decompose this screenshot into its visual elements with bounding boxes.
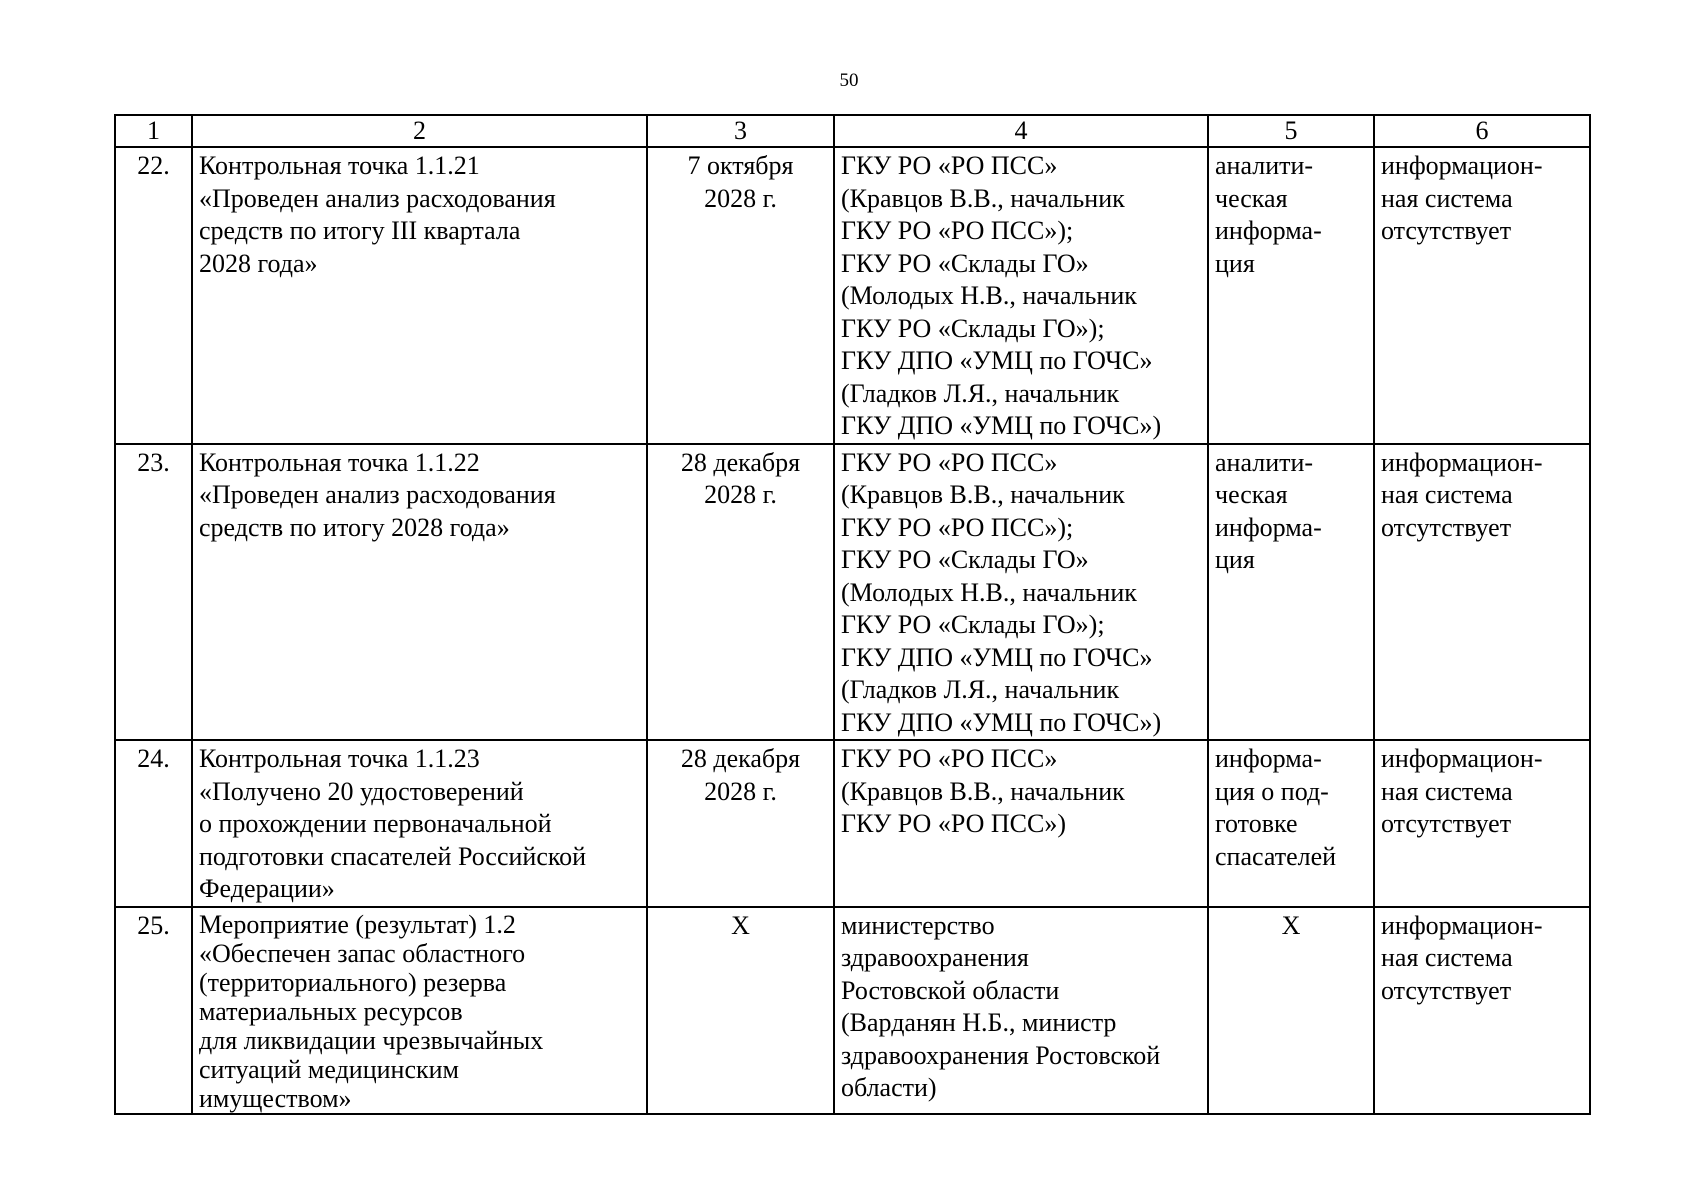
info-system-cell — [1374, 147, 1590, 444]
responsible-line: ГКУ РО «РО ПСС») — [841, 809, 1066, 838]
responsible-line: (Гладков Л.Я., начальник — [841, 378, 1120, 408]
info-system-line: информацион- — [1381, 744, 1543, 773]
document-type-line: ческая — [1215, 183, 1288, 213]
responsible-line: ГКУ РО «Склады ГО»); — [841, 313, 1105, 343]
document-type-cell — [1208, 147, 1374, 444]
item-name-line: для ликвидации чрезвычайных — [199, 1025, 544, 1055]
info-system-line: отсутствует — [1381, 975, 1512, 1005]
responsible-line: ГКУ ДПО «УМЦ по ГОЧС» — [841, 346, 1153, 375]
item-name-line: Контрольная точка 1.1.22 — [199, 447, 480, 477]
document-type-cell — [1208, 740, 1374, 907]
item-name-line: Федерации» — [199, 874, 335, 903]
row-number: 25. — [115, 907, 192, 1114]
item-name-line: «Обеспечен запас областного — [199, 938, 526, 968]
item-name-line: материальных ресурсов — [199, 996, 463, 1026]
table-row — [115, 740, 1590, 907]
date-line: 28 декабря — [680, 447, 801, 477]
document-type-line: ческая — [1215, 480, 1288, 509]
document-type-line: ция — [1215, 545, 1255, 574]
item-name-line: средств по итогу III квартала — [199, 216, 521, 245]
responsible-cell — [834, 444, 1208, 741]
item-name-line: Контрольная точка 1.1.23 — [199, 744, 480, 773]
item-name-line: (территориального) резерва — [199, 967, 507, 997]
item-name-line: средств по итогу 2028 года» — [199, 512, 510, 542]
responsible-cell — [834, 740, 1208, 907]
info-system-cell — [1374, 740, 1590, 907]
row-number: 22. — [115, 147, 192, 444]
item-name-line: ситуаций медицинским — [199, 1054, 459, 1084]
responsible-line: ГКУ РО «РО ПСС»); — [841, 512, 1074, 542]
date-line: 2028 г. — [704, 480, 777, 509]
info-system-line: отсутствует — [1381, 512, 1512, 542]
date-cell — [647, 907, 834, 1114]
responsible-line: министерство — [841, 910, 995, 940]
info-system-line: ная система — [1381, 776, 1513, 806]
header-col-6: 6 — [1374, 115, 1590, 147]
table-row — [115, 907, 1590, 1114]
responsible-line: ГКУ РО «Склады ГО»); — [841, 610, 1105, 639]
item-name-line: «Получено 20 удостоверений — [199, 776, 524, 806]
info-system-line: отсутствует — [1381, 216, 1512, 245]
table-row — [115, 444, 1590, 741]
document-type-line: ция — [1215, 248, 1255, 278]
header-row — [115, 115, 1590, 147]
info-system-line: ная система — [1381, 480, 1513, 509]
info-system-line: информацион- — [1381, 910, 1543, 940]
document-type-line: информа- — [1215, 512, 1322, 542]
document-type-line: информа- — [1215, 744, 1322, 773]
responsible-line: ГКУ РО «РО ПСС»); — [841, 216, 1074, 245]
document-type-cell — [1208, 907, 1374, 1114]
info-system-line: информацион- — [1381, 151, 1543, 180]
info-system-line: ная система — [1381, 183, 1513, 213]
date-line: 7 октября — [687, 151, 794, 180]
document-type-line: ция о под- — [1215, 776, 1329, 806]
row-number: 24. — [115, 740, 192, 907]
responsible-line: ГКУ РО «Склады ГО» — [841, 545, 1089, 574]
date-line: 2028 г. — [704, 183, 777, 213]
responsible-line: (Кравцов В.В., начальник — [841, 183, 1125, 213]
item-name-line: о прохождении первоначальной — [199, 809, 552, 838]
date-line: 2028 г. — [704, 776, 777, 806]
item-name-cell — [192, 740, 647, 907]
responsible-line: ГКУ РО «Склады ГО» — [841, 248, 1089, 278]
info-system-line: информацион- — [1381, 447, 1543, 477]
item-name-cell — [192, 907, 647, 1114]
responsible-line: (Гладков Л.Я., начальник — [841, 675, 1120, 704]
responsible-cell — [834, 907, 1208, 1114]
responsible-line: здравоохранения Ростовской — [841, 1040, 1161, 1070]
responsible-line: здравоохранения — [841, 943, 1029, 972]
responsible-line: ГКУ РО «РО ПСС» — [841, 151, 1058, 180]
item-name-line: Мероприятие (результат) 1.2 — [199, 909, 516, 939]
row-number: 23. — [115, 444, 192, 741]
responsible-line: ГКУ ДПО «УМЦ по ГОЧС») — [841, 707, 1162, 737]
item-name-cell — [192, 444, 647, 741]
info-system-line: отсутствует — [1381, 809, 1512, 838]
info-system-line: ная система — [1381, 943, 1513, 972]
responsible-line: ГКУ РО «РО ПСС» — [841, 447, 1058, 477]
header-col-5: 5 — [1208, 115, 1374, 147]
responsible-line: (Молодых Н.В., начальник — [841, 577, 1137, 607]
responsible-line: Ростовской области — [841, 975, 1060, 1005]
item-name-line: «Проведен анализ расходования — [199, 480, 556, 509]
date-cell — [647, 147, 834, 444]
item-name-line: «Проведен анализ расходования — [199, 183, 556, 213]
date-cell — [647, 444, 834, 741]
header-col-2: 2 — [192, 115, 647, 147]
document-type-line: спасателей — [1215, 841, 1337, 871]
responsible-line: области) — [841, 1073, 937, 1102]
date-cell — [647, 740, 834, 907]
responsible-line: (Молодых Н.В., начальник — [841, 281, 1137, 310]
item-name-line: имуществом» — [199, 1083, 352, 1113]
info-system-cell — [1374, 907, 1590, 1114]
document-type-line: информа- — [1215, 216, 1322, 245]
responsible-line: (Кравцов В.В., начальник — [841, 480, 1125, 509]
item-name-line: подготовки спасателей Российской — [199, 841, 587, 871]
item-name-line: Контрольная точка 1.1.21 — [199, 151, 480, 180]
header-col-3: 3 — [647, 115, 834, 147]
date-line: 28 декабря — [680, 744, 801, 773]
date-line: Х — [731, 910, 750, 940]
document-type-line: Х — [1281, 910, 1301, 940]
responsible-line: (Варданян Н.Б., министр — [841, 1008, 1117, 1037]
document-type-line: аналити- — [1215, 447, 1314, 477]
document-type-line: аналити- — [1215, 151, 1314, 180]
document-type-cell — [1208, 444, 1374, 741]
page-number: 50 — [839, 70, 859, 91]
header-col-1: 1 — [115, 115, 192, 147]
control-points-table — [114, 114, 1591, 1115]
item-name-cell — [192, 147, 647, 444]
responsible-cell — [834, 147, 1208, 444]
responsible-line: ГКУ РО «РО ПСС» — [841, 744, 1058, 773]
header-col-4: 4 — [834, 115, 1208, 147]
info-system-cell — [1374, 444, 1590, 741]
item-name-line: 2028 года» — [199, 248, 318, 278]
document-type-line: готовке — [1215, 809, 1298, 838]
table-row — [115, 147, 1590, 444]
responsible-line: ГКУ ДПО «УМЦ по ГОЧС» — [841, 642, 1153, 672]
responsible-line: ГКУ ДПО «УМЦ по ГОЧС») — [841, 411, 1162, 440]
responsible-line: (Кравцов В.В., начальник — [841, 776, 1125, 806]
